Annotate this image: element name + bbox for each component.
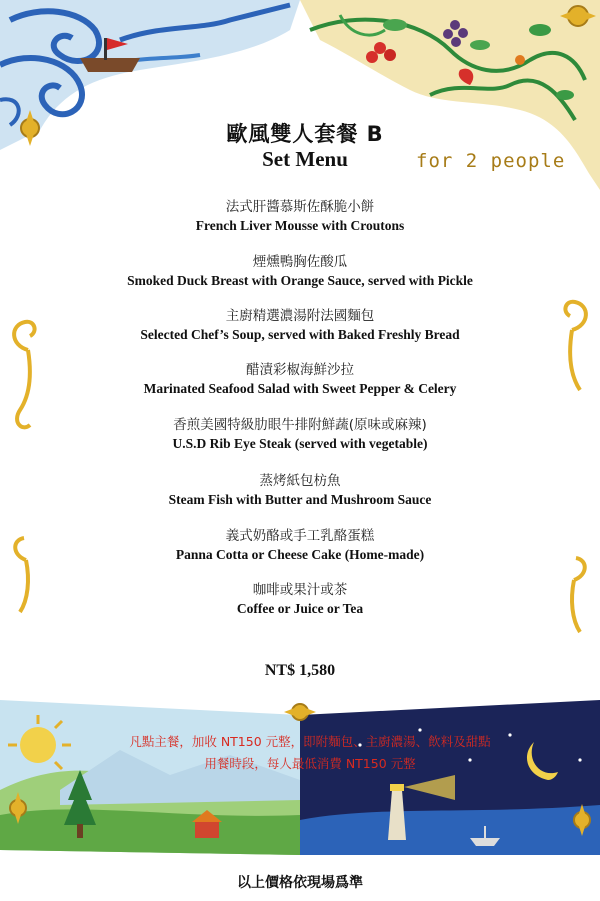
course-name-english: French Liver Mousse with Croutons	[195, 218, 405, 233]
course-name-chinese: 主廚精選濃湯附法國麵包	[225, 308, 375, 324]
minimum-charge-note-line: 用餐時段，每人最低消費 NT150 元整	[204, 756, 416, 771]
course-name-chinese: 義式奶酪或手工乳酪蛋糕	[225, 528, 375, 544]
set-price: NT$ 1,580	[264, 662, 336, 679]
course-name-english: Marinated Seafood Salad with Sweet Pepper & Celery	[143, 381, 457, 396]
course-name-english: Coffee or Juice or Tea	[236, 601, 364, 616]
course-item	[60, 471, 540, 509]
surcharge-notes	[0, 731, 600, 775]
for-two-people-tagline: for 2 people	[416, 150, 566, 172]
menu-title-chinese: 歐風雙人套餐 B	[226, 122, 384, 146]
side-scroll-left	[14, 322, 34, 612]
course-name-english: U.S.D Rib Eye Steak (served with vegetable)	[172, 436, 428, 451]
price-disclaimer-footer: 以上價格依現場爲準	[237, 875, 363, 891]
menu-title-english: Set Menu	[262, 147, 348, 171]
side-scroll-right	[565, 302, 585, 632]
course-name-english: Smoked Duck Breast with Orange Sauce, served with Pickle	[127, 273, 473, 288]
course-item	[60, 580, 540, 618]
course-name-english: Steam Fish with Butter and Mushroom Sauce	[168, 492, 432, 507]
day-landscape-illustration	[0, 700, 300, 855]
course-item	[60, 306, 540, 344]
course-item	[60, 526, 540, 564]
course-item	[60, 197, 540, 235]
course-item	[60, 415, 540, 453]
course-name-chinese: 香煎美國特級肋眼牛排附鮮蔬(原味或麻辣)	[173, 417, 427, 433]
course-name-chinese: 法式肝醬慕斯佐酥脆小餅	[225, 199, 375, 215]
course-name-english: Panna Cotta or Cheese Cake (Home-made)	[175, 547, 425, 562]
course-name-chinese: 煙燻鴨胸佐酸瓜	[252, 254, 348, 270]
surcharge-note-line: 凡點主餐，加收 NT150 元整，即附麵包、主廚濃湯、飲料及甜點	[129, 734, 491, 749]
course-item	[60, 252, 540, 290]
course-name-english: Selected Chef’s Soup, served with Baked Freshly Bread	[140, 327, 460, 342]
course-name-chinese: 醋漬彩椒海鮮沙拉	[246, 362, 354, 378]
course-name-chinese: 蒸烤紙包枋魚	[259, 473, 341, 489]
course-name-chinese: 咖啡或果汁或茶	[252, 582, 348, 598]
course-item	[60, 360, 540, 398]
